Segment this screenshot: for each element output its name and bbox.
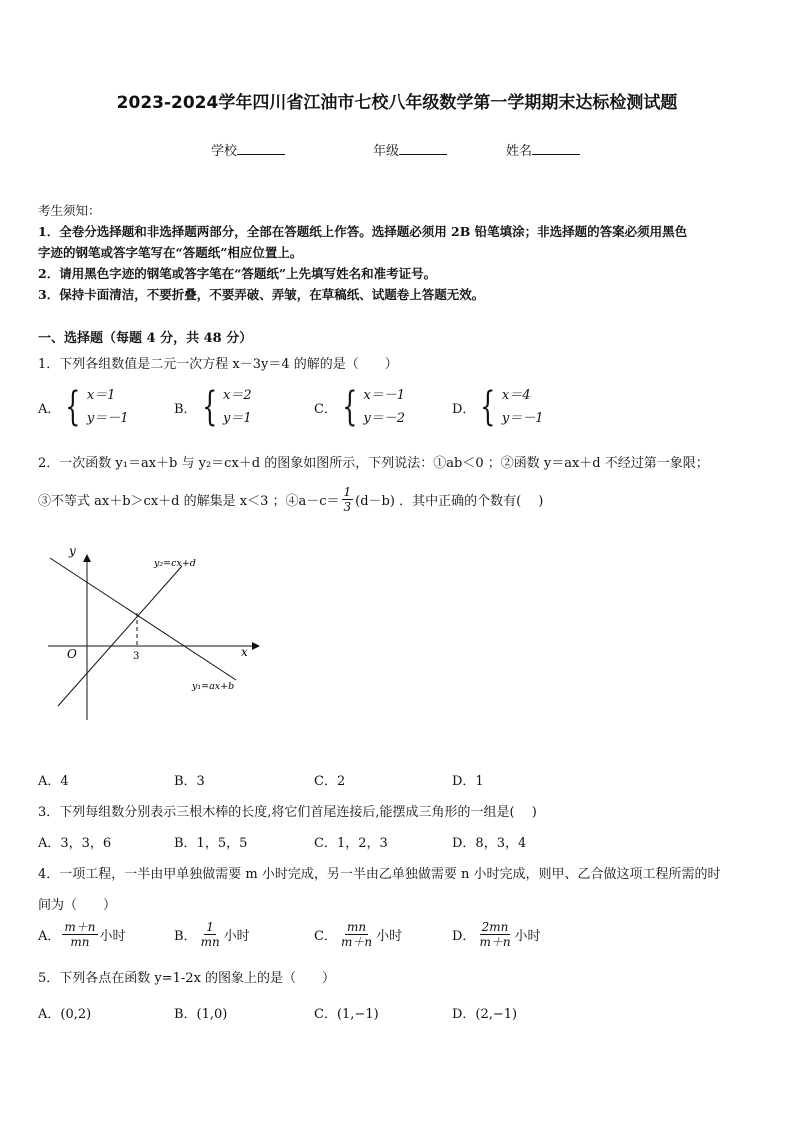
origin-label: O <box>67 647 77 661</box>
notice-item: 字迹的钢笔或答字笔写在“答题纸”相应位置上。 <box>38 245 303 260</box>
q3-stem: 3．下列每组数分别表示三根木棒的长度,将它们首尾连接后,能摆成三角形的一组是( ) <box>38 805 537 820</box>
q3-option-a[interactable]: A．3，3，6 <box>38 836 112 851</box>
q1-option-d[interactable]: D． { x＝4 y＝－1 <box>452 384 544 430</box>
q4-option-a[interactable]: A． $\frac{m+n}{mn}$ 小时 <box>38 920 126 949</box>
q5-option-a[interactable]: A．(0,2) <box>38 1007 92 1022</box>
page-title: 2023-2024学年四川省江油市七校八年级数学第一学期期末达标检测试题 <box>116 93 678 113</box>
q1-option-a[interactable]: A． { x＝1 y＝－1 <box>38 384 129 430</box>
line-y2-label: y₂=cx+d <box>154 558 196 569</box>
tick-label: 3 <box>133 651 140 662</box>
notice-item: 2．请用黑色字迹的钢笔或答字笔在“答题纸”上先填写姓名和准考证号。 <box>38 266 437 281</box>
q2-stem-line2: ③不等式 ax＋b＞cx＋d 的解集是 x＜3 ；④a－c＝ $\frac{1}{3}$ (d－b) ．其中正确的个数有( ) <box>38 485 544 514</box>
q2-option-c[interactable]: C．2 <box>314 774 346 789</box>
q3-option-b[interactable]: B．1，5，5 <box>174 836 248 851</box>
y-axis-arrow-icon <box>83 554 91 562</box>
q4-option-c[interactable]: C． $\frac{mn}{m+n}$ 小时 <box>314 920 403 949</box>
q2-option-b[interactable]: B．3 <box>174 774 205 789</box>
grade-label: 年级 <box>373 144 400 159</box>
q1-stem: 1．下列各组数值是二元一次方程 x－3y＝4 的解的是（ ） <box>38 357 398 372</box>
x-axis-arrow-icon <box>252 642 260 650</box>
notice-item: 3．保持卡面清洁，不要折叠，不要弄破、弄皱，在草稿纸、试题卷上答题无效。 <box>38 287 485 302</box>
q3-option-d[interactable]: D．8，3，4 <box>452 836 527 851</box>
line-y1 <box>50 558 236 680</box>
name-field[interactable] <box>506 140 580 159</box>
q5-option-b[interactable]: B．(1,0) <box>174 1007 228 1022</box>
school-label: 学校 <box>211 144 238 159</box>
section-heading: 一、选择题（每题 4 分，共 48 分） <box>38 331 253 346</box>
q1-option-b[interactable]: B． { x＝2 y＝1 <box>174 384 252 430</box>
q4-stem-line2: 间为（ ） <box>38 898 117 913</box>
q2-option-d[interactable]: D．1 <box>452 774 484 789</box>
fraction-one-third: $\frac{1}{3}$ <box>343 485 352 514</box>
line-y1-label: y₁=ax+b <box>192 681 235 692</box>
school-field[interactable] <box>211 140 285 159</box>
q5-option-d[interactable]: D．(2,−1) <box>452 1007 518 1022</box>
x-label: x <box>241 645 248 659</box>
y-label: y <box>69 544 76 558</box>
line-y2 <box>58 566 182 706</box>
q3-option-c[interactable]: C．1，2，3 <box>314 836 388 851</box>
q4-option-b[interactable]: B． $\frac{1}{mn}$ 小时 <box>174 920 250 949</box>
q4-stem-line1: 4．一项工程，一半由甲单独做需要 m 小时完成，另一半由乙单独做需要 n 小时完成，则甲、乙合做这项工程所需的时 <box>38 867 721 882</box>
q1-option-c[interactable]: C． { x＝－1 y＝－2 <box>314 384 406 430</box>
q2-option-a[interactable]: A．4 <box>38 774 69 789</box>
q5-option-c[interactable]: C．(1,−1) <box>314 1007 379 1022</box>
grade-field[interactable] <box>373 140 447 159</box>
notice-item: 1．全卷分选择题和非选择题两部分，全部在答题纸上作答。选择题必须用 2B 铅笔填涂；非选择题的答案必须用黑色 <box>38 224 688 239</box>
name-label: 姓名 <box>506 144 533 159</box>
q2-stem-line1: 2．一次函数 y₁＝ax＋b 与 y₂＝cx＋d 的图象如图所示，下列说法：①ab＜0 ；②函数 y＝ax＋d 不经过第一象限； <box>38 456 709 471</box>
q2-graph <box>40 540 270 725</box>
q5-stem: 5．下列各点在函数 y=1-2x 的图象上的是（ ） <box>38 971 336 986</box>
notice-heading: 考生须知： <box>38 203 101 218</box>
q4-option-d[interactable]: D． $\frac{2mn}{m+n}$ 小时 <box>452 920 541 949</box>
